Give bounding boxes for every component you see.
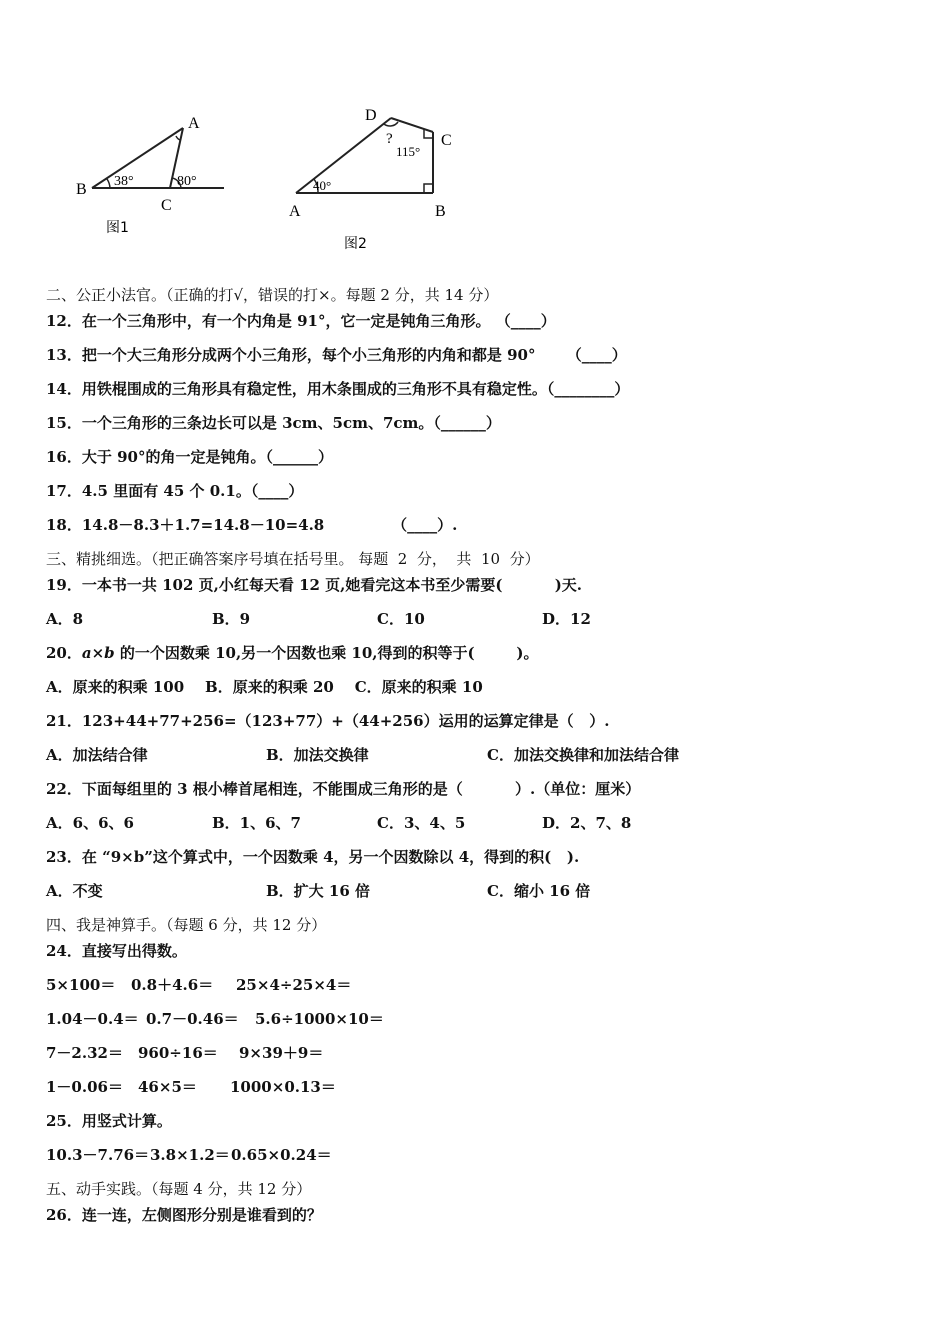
question-16: 16．大于 90°的角一定是钝角。（______）	[46, 448, 333, 466]
calc-item: 0.7－0.46＝	[146, 1010, 239, 1028]
calc-item: 1.04－0.4＝	[46, 1010, 139, 1028]
option-b: B．加法交换律	[266, 746, 369, 764]
option-c: C．缩小 16 倍	[487, 882, 591, 900]
question-20-options: A．原来的积乘 100 B．原来的积乘 20 C．原来的积乘 10	[46, 678, 483, 696]
option-a: A．6、6、6	[46, 814, 134, 832]
option-d: D．2、7、8	[542, 814, 632, 832]
option-d: D．12	[542, 610, 591, 628]
question-15: 15．一个三角形的三条边长可以是 3cm、5cm、7cm。（______）	[46, 414, 501, 432]
fig2-angle-a: 40°	[313, 178, 332, 193]
question-20-text: 的一个因数乘 10,另一个因数也乘 10,得到的积等于( )。	[114, 644, 539, 662]
question-26-title: 26．连一连，左侧图形分别是谁看到的？	[46, 1206, 322, 1224]
fig2-angle-d: ?	[386, 131, 393, 147]
option-b: B．1、6、7	[212, 814, 301, 832]
fig2-vertex-c: C	[441, 132, 452, 149]
calc-item: 5.6÷1000×10＝	[255, 1010, 384, 1028]
question-17: 17．4.5 里面有 45 个 0.1。（____）	[46, 482, 304, 500]
option-a: A．不变	[46, 882, 103, 900]
fig2-vertex-d: D	[365, 107, 377, 124]
option-b: B．扩大 16 倍	[266, 882, 370, 900]
calc-item: 9×39＋9＝	[239, 1044, 324, 1062]
question-21-stem: 21．123+44+77+256=（123+77）+（44+256）运用的运算定律是（ ）.	[46, 712, 610, 730]
option-b: B．9	[212, 610, 251, 628]
question-22-stem: 22．下面每组里的 3 根小棒首尾相连，不能围成三角形的是（ ）.（单位：厘米）	[46, 780, 641, 798]
calc-item: 1－0.06＝	[46, 1078, 123, 1096]
fig1-caption: 图1	[106, 220, 129, 236]
calc-item: 46×5＝	[138, 1078, 197, 1096]
vertical-calc-item: 0.65×0.24＝	[231, 1146, 332, 1164]
question-14: 14．用铁棍围成的三角形具有稳定性，用木条围成的三角形不具有稳定性。（________）	[46, 380, 630, 398]
question-19-stem: 19．一本书一共 102 页,小红每天看 12 页,她看完这本书至少需要( )天.	[46, 576, 583, 594]
fig2-caption: 图2	[344, 236, 367, 252]
section-5-heading: 五、动手实践。（每题 4 分，共 12 分）	[46, 1180, 312, 1198]
calc-item: 25×4÷25×4＝	[236, 976, 352, 994]
question-20-number: 20．	[46, 644, 82, 662]
question-25-title: 25．用竖式计算。	[46, 1112, 172, 1130]
calc-item: 7－2.32＝	[46, 1044, 123, 1062]
option-a: A．加法结合律	[46, 746, 148, 764]
figures-area	[0, 0, 950, 270]
vertical-calc-item: 10.3－7.76＝	[46, 1146, 150, 1164]
question-20-stem	[46, 643, 539, 663]
option-c: C．10	[377, 610, 425, 628]
fig1-vertex-c: C	[161, 197, 172, 214]
calc-item: 5×100＝	[46, 976, 116, 994]
fig1-vertex-b: B	[76, 181, 87, 198]
section-2-heading: 二、公正小法官。（正确的打√，错误的打×。每题 2 分，共 14 分）	[46, 286, 499, 304]
question-18: 18．14.8－8.3＋1.7=14.8－10=4.8 （____）.	[46, 516, 458, 534]
calc-item: 0.8＋4.6＝	[131, 976, 214, 994]
vertical-calc-item: 3.8×1.2＝	[150, 1146, 230, 1164]
option-a: A．8	[46, 610, 84, 628]
calc-item: 960÷16＝	[138, 1044, 218, 1062]
section-3-heading: 三、精挑细选。（把正确答案序号填在括号里。 每题 2 分， 共 10 分）	[46, 550, 540, 568]
fig1-vertex-a: A	[188, 115, 200, 132]
question-12: 12．在一个三角形中，有一个内角是 91°，它一定是钝角三角形。 （____）	[46, 312, 556, 330]
question-24-title: 24．直接写出得数。	[46, 942, 187, 960]
question-23-stem: 23．在 “9×b”这个算式中，一个因数乘 4，另一个因数除以 4，得到的积( ).	[46, 848, 580, 866]
fig1-angle-c: 80°	[177, 174, 197, 189]
fig2-vertex-a: A	[289, 203, 301, 220]
figure-1-triangle	[92, 128, 224, 188]
fig2-vertex-b: B	[435, 203, 446, 220]
fig1-angle-b: 38°	[114, 174, 134, 189]
question-13: 13．把一个大三角形分成两个小三角形，每个小三角形的内角和都是 90° （____）	[46, 346, 627, 364]
option-c: C．加法交换律和加法结合律	[487, 746, 679, 764]
fig2-angle-c: 115°	[396, 144, 421, 159]
section-4-heading: 四、我是神算手。（每题 6 分，共 12 分）	[46, 916, 327, 934]
question-20-variable: a×b	[81, 644, 115, 662]
option-c: C．3、4、5	[377, 814, 466, 832]
calc-item: 1000×0.13＝	[230, 1078, 336, 1096]
